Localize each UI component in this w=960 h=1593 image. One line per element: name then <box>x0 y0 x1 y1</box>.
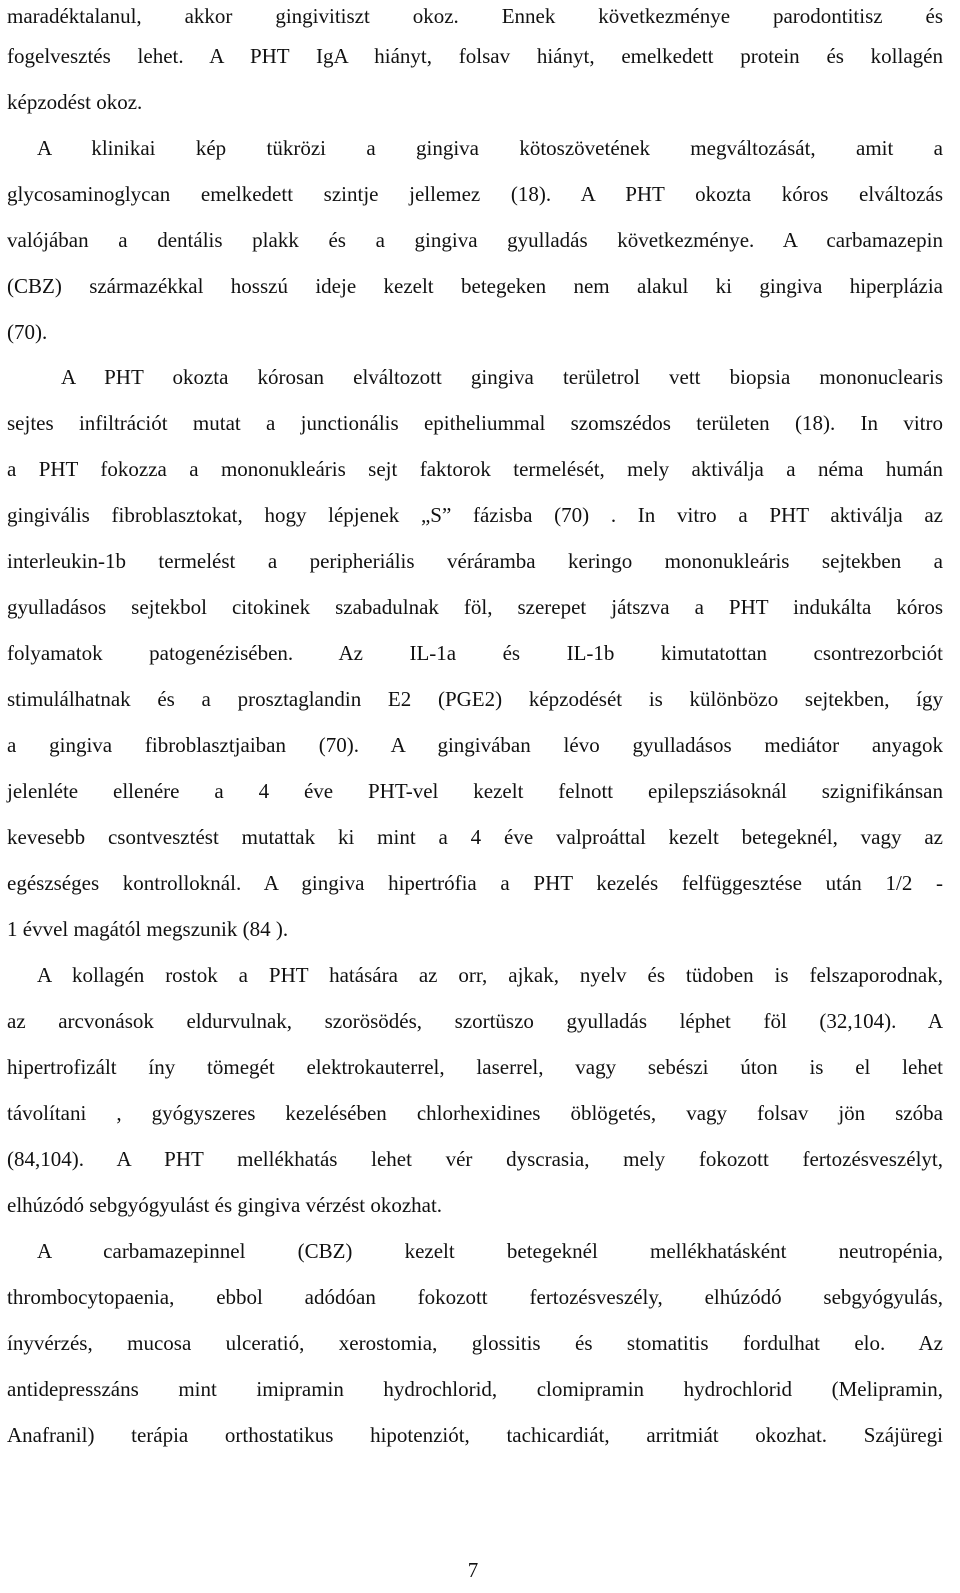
text-line: a PHT fokozza a mononukleáris sejt faktorok termelését, mely aktiválja a néma humán <box>7 457 943 481</box>
text-line: (84,104). A PHT mellékhatás lehet vér dyscrasia, mely fokozott fertozésveszélyt, <box>7 1147 943 1171</box>
text-line: hipertrofizált íny tömegét elektrokauterrel, laserrel, vagy sebészi úton is el lehet <box>7 1055 943 1079</box>
text-line: gingivális fibroblasztokat, hogy lépjenek „S” fázisba (70) . In vitro a PHT aktiválja az <box>7 503 943 527</box>
text-line: az arcvonások eldurvulnak, szorösödés, szortüszo gyulladás léphet föl (32,104). A <box>7 1009 943 1033</box>
text-line: távolítani , gyógyszeres kezelésében chlorhexidines öblögetés, vagy folsav jön szóba <box>7 1101 943 1125</box>
text-line: sejtes infiltrációt mutat a junctionális epitheliummal szomszédos területen (18). In vitro <box>7 411 943 435</box>
text-line: A klinikai kép tükrözi a gingiva kötoszövetének megváltozását, amit a <box>37 136 943 160</box>
text-line: glycosaminoglycan emelkedett szintje jellemez (18). A PHT okozta kóros elváltozás <box>7 182 943 206</box>
text-line: folyamatok patogenézisében. Az IL-1a és IL-1b kimutatottan csontrezorbciót <box>7 641 943 665</box>
text-line: interleukin-1b termelést a peripheriális véráramba keringo mononukleáris sejtekben a <box>7 549 943 573</box>
text-line: kevesebb csontvesztést mutattak ki mint a 4 éve valproáttal kezelt betegeknél, vagy az <box>7 825 943 849</box>
text-line: Anafranil) terápia orthostatikus hipotenziót, tachicardiát, arritmiát okozhat. Szájüregi <box>7 1423 943 1447</box>
text-line: antidepresszáns mint imipramin hydrochlorid, clomipramin hydrochlorid (Melipramin, <box>7 1377 943 1401</box>
page-number: 7 <box>467 1558 479 1582</box>
text-line: (70). <box>7 320 48 344</box>
text-line: A PHT okozta kórosan elváltozott gingiva területrol vett biopsia mononuclearis <box>61 365 943 389</box>
text-line: stimulálhatnak és a prosztaglandin E2 (PGE2) képzodését is különbözo sejtekben, így <box>7 687 943 711</box>
text-line: a gingiva fibroblasztjaiban (70). A gingivában lévo gyulladásos mediátor anyagok <box>7 733 943 757</box>
text-line: fogelvesztés lehet. A PHT IgA hiányt, folsav hiányt, emelkedett protein és kollagén <box>7 44 943 68</box>
text-line: jelenléte ellenére a 4 éve PHT-vel kezelt felnott epilepsziásoknál szignifikánsan <box>7 779 943 803</box>
text-line: thrombocytopaenia, ebbol adódóan fokozott fertozésveszély, elhúzódó sebgyógyulás, <box>7 1285 943 1309</box>
text-line: (CBZ) származékkal hosszú ideje kezelt betegeken nem alakul ki gingiva hiperplázia <box>7 274 943 298</box>
text-line: ínyvérzés, mucosa ulceratió, xerostomia, glossitis és stomatitis fordulhat elo. Az <box>7 1331 943 1355</box>
text-line: 1 évvel magától megszunik (84 ). <box>7 917 289 941</box>
text-line: valójában a dentális plakk és a gingiva gyulladás következménye. A carbamazepin <box>7 228 943 252</box>
text-line: A carbamazepinnel (CBZ) kezelt betegeknél mellékhatásként neutropénia, <box>37 1239 943 1263</box>
text-line: elhúzódó sebgyógyulást és gingiva vérzést okozhat. <box>7 1193 443 1217</box>
text-line: maradéktalanul, akkor gingivitiszt okoz. Ennek következménye parodontitisz és <box>7 4 943 28</box>
text-line: A kollagén rostok a PHT hatására az orr, ajkak, nyelv és tüdoben is felszaporodnak, <box>37 963 943 987</box>
text-line: gyulladásos sejtekbol citokinek szabadulnak föl, szerepet játszva a PHT indukálta kóros <box>7 595 943 619</box>
text-line: képzodést okoz. <box>7 90 143 114</box>
text-line: egészséges kontrolloknál. A gingiva hipertrófia a PHT kezelés felfüggesztése után 1/2 - <box>7 871 943 895</box>
